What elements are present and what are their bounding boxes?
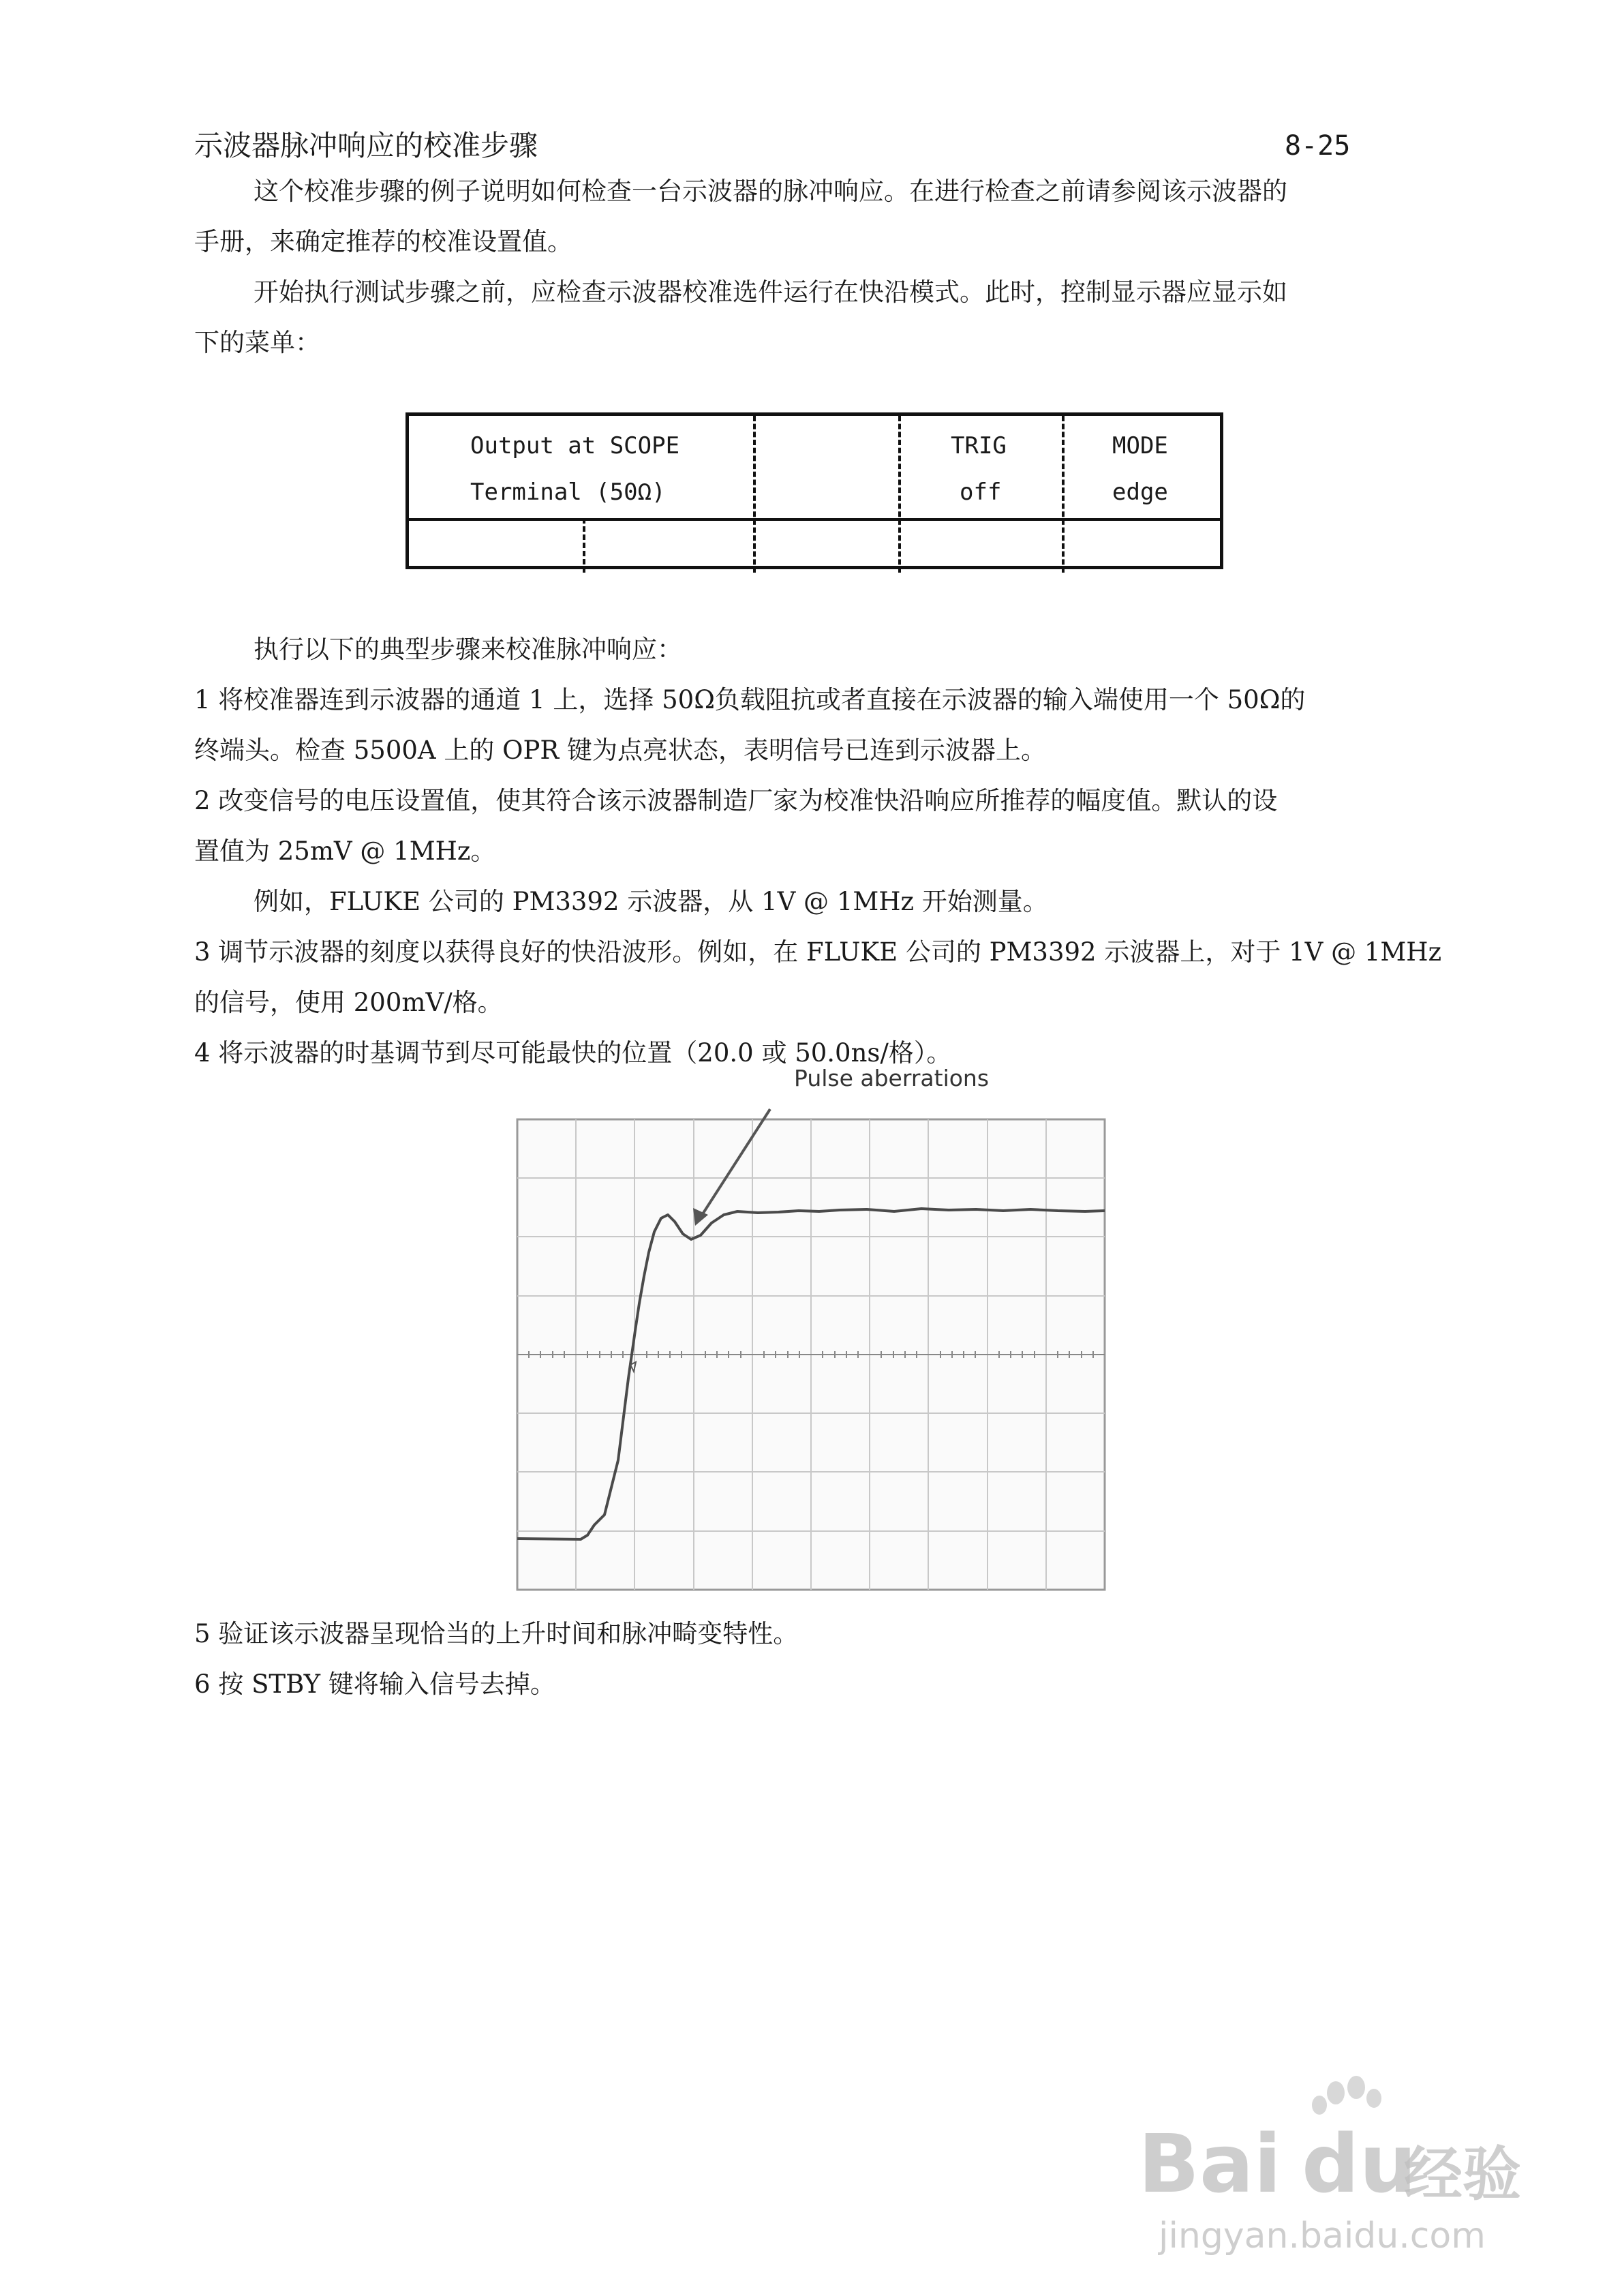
- step-line: 的信号，使用 200mV/格。: [194, 988, 503, 1017]
- menu-trig-label: TRIG: [951, 432, 1007, 459]
- step-line: 终端头。检查 5500A 上的 OPR 键为点亮状态，表明信号已连到示波器上。: [194, 736, 1047, 765]
- menu-mode-label: MODE: [1112, 432, 1168, 459]
- step-line: 2 改变信号的电压设置值，使其符合该示波器制造厂家为校准快沿响应所推荐的幅度值。默认的设: [194, 786, 1278, 815]
- paragraph-line: 执行以下的典型步骤来校准脉冲响应：: [254, 635, 682, 664]
- menu-divider: [409, 518, 1220, 521]
- step-line: 置值为 25mV @ 1MHz。: [194, 836, 496, 866]
- paragraph-line: 这个校准步骤的例子说明如何检查一台示波器的脉冲响应。在进行检查之前请参阅该示波器的: [254, 177, 1287, 206]
- menu-mode-value: edge: [1112, 479, 1168, 506]
- paragraph-line: 开始执行测试步骤之前，应检查示波器校准选件运行在快沿模式。此时，控制显示器应显示如: [254, 277, 1287, 307]
- step-line: 4 将示波器的时基调节到尽可能最快的位置（20.0 或 50.0ns/格）。: [194, 1038, 952, 1068]
- watermark-brand-du: du: [1302, 2117, 1417, 2211]
- menu-output-label: Output at SCOPE: [470, 432, 680, 459]
- watermark-brand: Bai: [1138, 2117, 1282, 2211]
- menu-separator: [583, 518, 585, 573]
- watermark-brand-cn: 经验: [1404, 2141, 1521, 2209]
- step-line: 例如，FLUKE 公司的 PM3392 示波器，从 1V @ 1MHz 开始测量。: [254, 887, 1048, 916]
- oscilloscope-screen: [512, 1078, 1109, 1597]
- menu-separator: [1062, 416, 1065, 573]
- menu-output-terminal: Terminal (50Ω): [470, 479, 666, 506]
- step-line: 6 按 STBY 键将输入信号去掉。: [194, 1670, 555, 1699]
- page-title: 示波器脉冲响应的校准步骤: [194, 129, 538, 162]
- step-line: 5 验证该示波器呈现恰当的上升时间和脉冲畸变特性。: [194, 1619, 799, 1648]
- paragraph-line: 手册，来确定推荐的校准设置值。: [194, 227, 572, 256]
- pulse-aberrations-annotation: Pulse aberrations: [794, 1065, 990, 1091]
- page-number: 8-25: [1285, 130, 1351, 162]
- menu-trig-value: off: [960, 479, 1002, 506]
- step-line: 1 将校准器连到示波器的通道 1 上，选择 50Ω负载阻抗或者直接在示波器的输入端使用一个 50Ω的: [194, 685, 1306, 714]
- watermark-url: jingyan.baidu.com: [1159, 2216, 1486, 2256]
- menu-separator: [753, 416, 756, 573]
- step-line: 3 调节示波器的刻度以获得良好的快沿波形。例如，在 FLUKE 公司的 PM3392 示波器上，对于 1V @ 1MHz: [194, 937, 1442, 967]
- paragraph-line: 下的菜单：: [194, 328, 320, 357]
- oscilloscope-figure: [512, 1078, 1109, 1597]
- menu-separator: [898, 416, 901, 573]
- calibrator-menu-display: [406, 412, 1223, 569]
- baidu-jingyan-watermark: [1131, 2072, 1540, 2277]
